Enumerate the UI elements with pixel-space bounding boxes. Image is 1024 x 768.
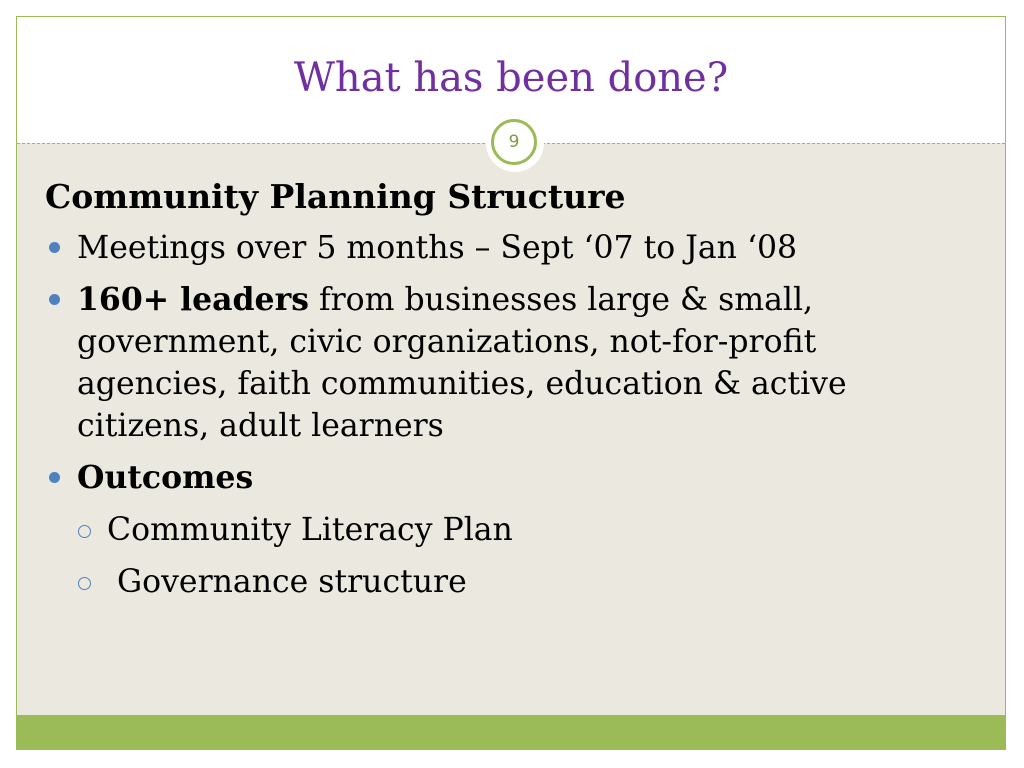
bullet-item — [45, 227, 975, 269]
slide-title: What has been done? — [293, 55, 729, 101]
slide-body — [45, 175, 975, 613]
bullet-icon — [49, 472, 60, 483]
bullet-strong-text: Outcomes — [77, 459, 254, 496]
sub-bullet-text: Governance structure — [117, 564, 467, 600]
bullet-icon — [49, 294, 60, 305]
sub-bullet-icon — [78, 577, 91, 590]
sub-bullet-item — [45, 561, 975, 603]
slide — [16, 16, 1006, 750]
sub-bullet-icon — [78, 525, 91, 538]
footer-bar — [17, 715, 1005, 749]
bullet-text: from businesses large & small, government, civic organizations, not-for-profit agencies, faith communities, education & active citizens, adult learners — [77, 282, 847, 444]
bullet-icon — [49, 242, 60, 253]
sub-bullet-text: Community Literacy Plan — [107, 512, 513, 548]
sub-bullet-item — [45, 509, 975, 551]
bullet-item — [45, 279, 975, 447]
slide-number: 9 — [508, 132, 520, 152]
bullet-strong-text: 160+ leaders — [77, 281, 309, 318]
bullet-item — [45, 457, 975, 499]
section-heading: Community Planning Structure — [45, 177, 626, 216]
slide-number-badge — [491, 119, 537, 165]
bullet-text: Meetings over 5 months – Sept ‘07 to Jan ‘08 — [77, 230, 798, 266]
